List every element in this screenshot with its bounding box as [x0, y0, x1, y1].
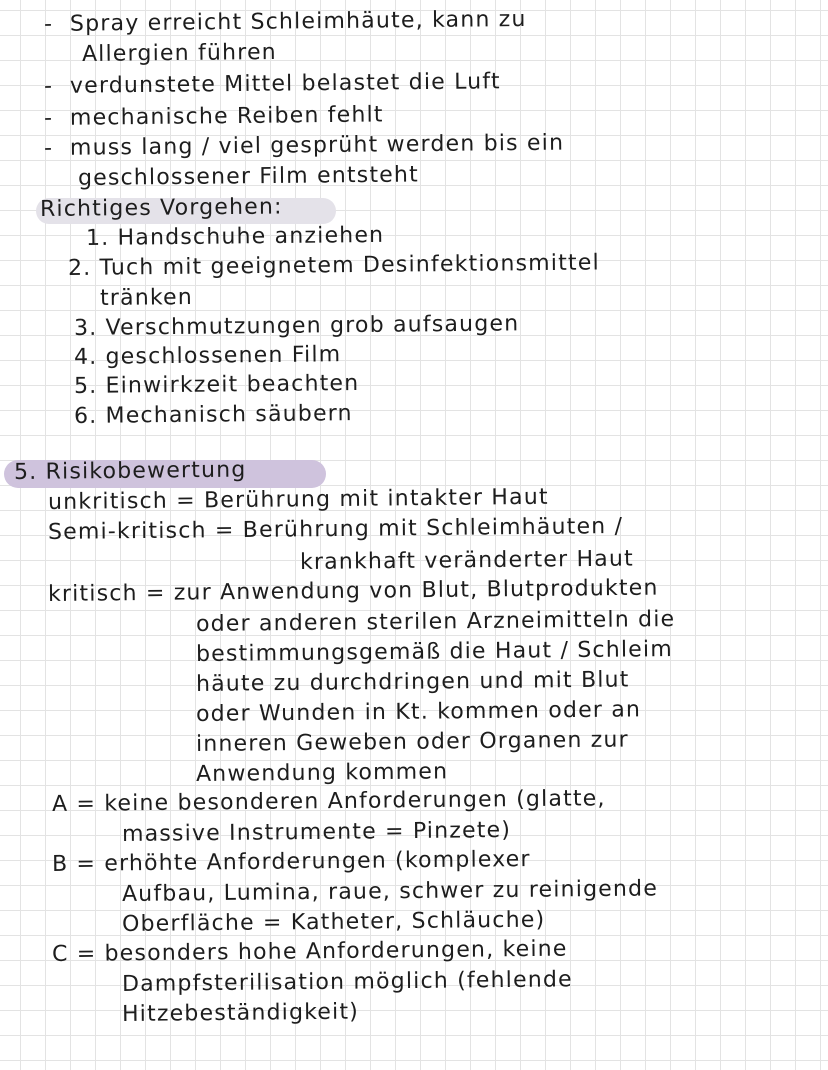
bullet-dash: -	[43, 11, 54, 37]
risk-line-semikritisch: Semi-kritisch = Berührung mit Schleimhäuten /	[47, 513, 624, 545]
risk-line-kritisch-cont-4: oder Wunden in Kt. kommen oder an	[195, 697, 642, 727]
risk-line-kritisch-cont-3: häute zu durchdringen und mit Blut	[195, 667, 630, 697]
bullet-4-line-1: - muss lang / viel gesprüht werden bis ein	[44, 129, 564, 164]
procedure-step-4: 4. geschlossenen Film	[73, 342, 342, 370]
bullet-dash: -	[43, 135, 54, 161]
risk-line-kritisch: kritisch = zur Anwendung von Blut, Blutprodukten	[47, 575, 659, 607]
bullet-dash: -	[43, 73, 54, 99]
bullet-1-line-2: Allergien führen	[81, 39, 278, 67]
category-c-line-3: Hitzebeständigkeit)	[121, 999, 360, 1027]
category-a-line-1: A = keine besonderen Anforderungen (glatte,	[51, 786, 606, 817]
procedure-step-5: 5. Einwirkzeit beachten	[73, 371, 360, 399]
risk-line-unkritisch: unkritisch = Berührung mit intakter Haut	[47, 484, 549, 515]
risk-line-semikritisch-cont: krankhaft veränderter Haut	[299, 546, 635, 575]
category-c-line-2: Dampfsterilisation möglich (fehlende	[121, 967, 573, 997]
bullet-2: - verdunstete Mittel belastet die Luft	[44, 67, 501, 102]
bullet-3: - mechanische Reiben fehlt	[44, 100, 384, 134]
risk-line-kritisch-cont-6: Anwendung kommen	[195, 759, 449, 787]
bullet-dash: -	[43, 105, 54, 131]
procedure-step-2-cont: tränken	[99, 285, 194, 311]
category-c-line-1: C = besonders hohe Anforderungen, keine	[51, 936, 568, 967]
category-b-line-3: Oberfläche = Katheter, Schläuche)	[121, 907, 546, 937]
procedure-step-3: 3. Verschmutzungen grob aufsaugen	[73, 311, 520, 341]
procedure-heading: Richtiges Vorgehen:	[39, 194, 283, 222]
risk-line-kritisch-cont-1: oder anderen sterilen Arzneimitteln die	[195, 606, 676, 637]
risk-line-kritisch-cont-2: bestimmungsgemäß die Haut / Schleim	[195, 637, 674, 667]
bullet-4-line-2: geschlossener Film entsteht	[77, 162, 420, 191]
bullet-1-line-1: - Spray erreicht Schleimhäute, kann zu	[44, 5, 527, 40]
category-b-line-1: B = erhöhte Anforderungen (komplexer	[51, 846, 531, 877]
procedure-step-2: 2. Tuch mit geeignetem Desinfektionsmittel	[67, 250, 600, 281]
risk-line-kritisch-cont-5: inneren Geweben oder Organen zur	[195, 727, 629, 757]
procedure-step-6: 6. Mechanisch säubern	[73, 401, 353, 429]
procedure-step-1: 1. Handschuhe anziehen	[85, 222, 385, 251]
category-a-line-2: massive Instrumente = Pinzete)	[121, 817, 512, 847]
category-b-line-2: Aufbau, Lumina, raue, schwer zu reinigende	[121, 876, 659, 907]
risk-heading: 5. Risikobewertung	[13, 457, 247, 485]
